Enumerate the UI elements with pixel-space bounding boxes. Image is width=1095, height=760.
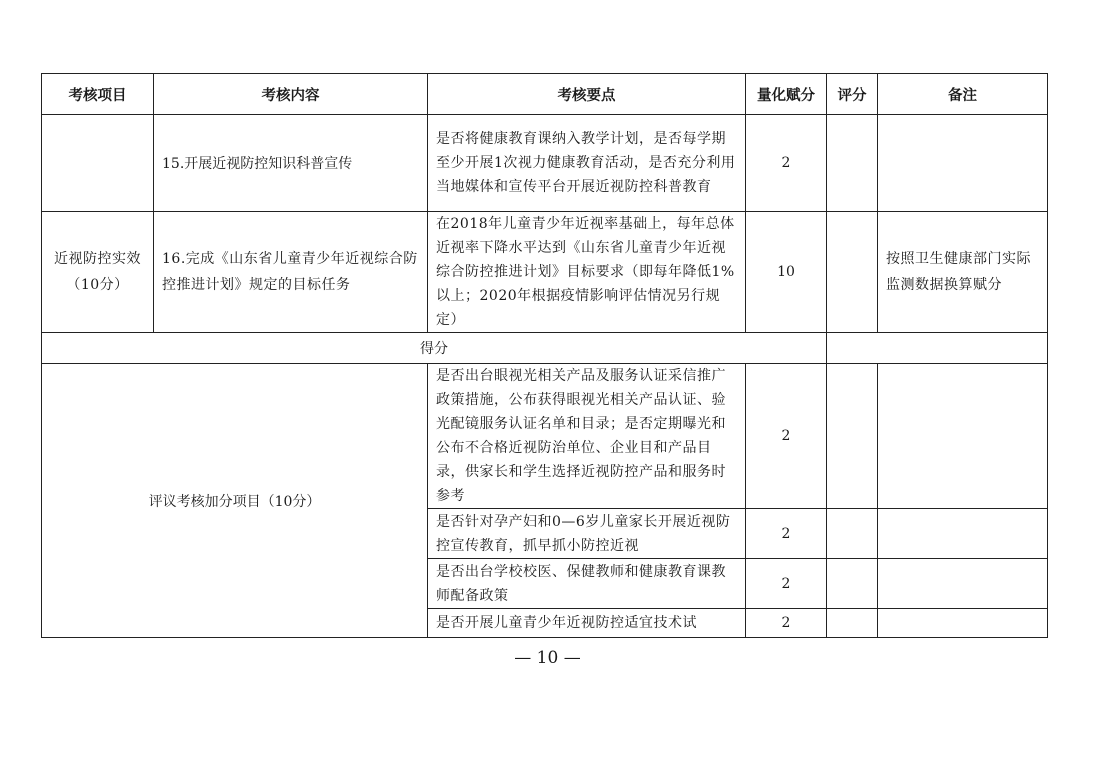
- rating-cell: [827, 115, 878, 212]
- subtotal-label: 得分: [42, 333, 827, 364]
- note-cell: [878, 559, 1048, 609]
- note-cell: [878, 509, 1048, 559]
- header-note: 备注: [878, 74, 1048, 115]
- table-row: [42, 115, 1048, 212]
- table-row: [42, 364, 1048, 509]
- rating-cell: [827, 559, 878, 609]
- points-cell: 是否出台学校校医、保健教师和健康教育课教师配备政策: [428, 559, 746, 609]
- header-rating: 评分: [827, 74, 878, 115]
- item-score: （10分）: [66, 277, 129, 293]
- header-item: 考核项目: [42, 74, 154, 115]
- note-cell: [878, 609, 1048, 638]
- rating-cell: [827, 509, 878, 559]
- table-header-row: [42, 74, 1048, 115]
- header-score: 量化赋分: [746, 74, 827, 115]
- score-cell: 2: [746, 115, 827, 212]
- note-cell: [878, 115, 1048, 212]
- points-cell: 是否出台眼视光相关产品及服务认证采信推广政策措施，公布获得眼视光相关产品认证、验光配镜服务认证名单和目录；是否定期曝光和公布不合格近视防治单位、企业目和产品目录，供家长和学生选择近视防控产品和服务时参考: [428, 364, 746, 509]
- bonus-item-cell: 评议考核加分项目（10分）: [42, 364, 428, 638]
- rating-cell: [827, 609, 878, 638]
- score-cell: 10: [746, 212, 827, 333]
- note-cell: 按照卫生健康部门实际监测数据换算赋分: [878, 212, 1048, 333]
- header-content: 考核内容: [154, 74, 428, 115]
- rating-cell: [827, 212, 878, 333]
- item-title: 近视防控实效: [54, 251, 141, 267]
- subtotal-row: [42, 333, 1048, 364]
- item-cell: [42, 212, 154, 333]
- subtotal-value: [827, 333, 1048, 364]
- score-cell: 2: [746, 364, 827, 509]
- score-cell: 2: [746, 559, 827, 609]
- assessment-table: [41, 73, 1048, 638]
- score-cell: 2: [746, 509, 827, 559]
- content-cell: 15.开展近视防控知识科普宣传: [154, 115, 428, 212]
- page-number: — 10 —: [514, 648, 581, 668]
- table-row: [42, 212, 1048, 333]
- rating-cell: [827, 364, 878, 509]
- points-cell: 是否将健康教育课纳入教学计划，是否每学期至少开展1次视力健康教育活动，是否充分利用当地媒体和宣传平台开展近视防控科普教育: [428, 115, 746, 212]
- score-cell: 2: [746, 609, 827, 638]
- item-cell-empty: [42, 115, 154, 212]
- content-cell: 16.完成《山东省儿童青少年近视综合防控推进计划》规定的目标任务: [154, 212, 428, 333]
- note-cell: [878, 364, 1048, 509]
- points-cell: 是否开展儿童青少年近视防控适宜技术试: [428, 609, 746, 638]
- header-points: 考核要点: [428, 74, 746, 115]
- points-cell: 是否针对孕产妇和0—6岁儿童家长开展近视防控宣传教育，抓早抓小防控近视: [428, 509, 746, 559]
- points-cell: 在2018年儿童青少年近视率基础上，每年总体近视率下降水平达到《山东省儿童青少年近视综合防控推进计划》目标要求（即每年降低1%以上；2020年根据疫情影响评估情况另行规定）: [428, 212, 746, 333]
